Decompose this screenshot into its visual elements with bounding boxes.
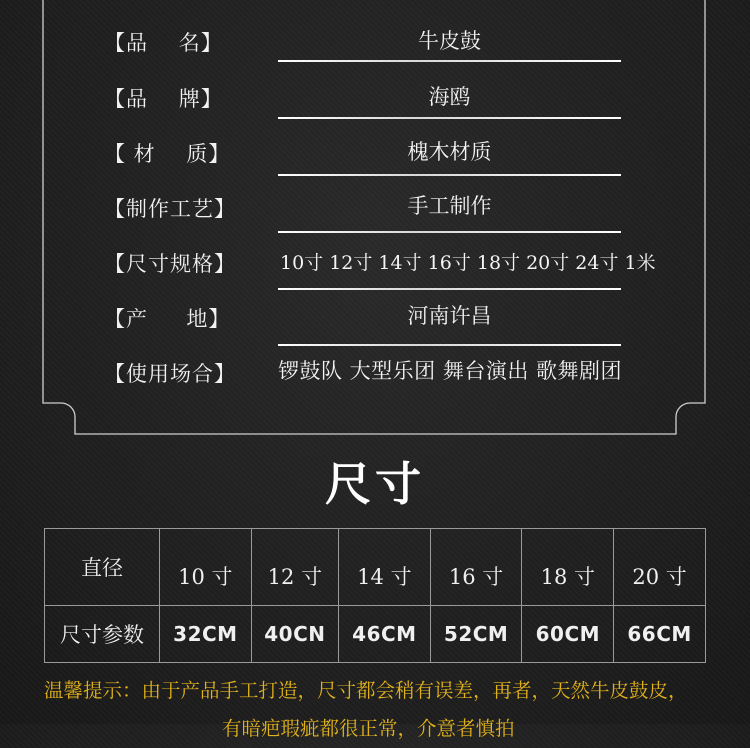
spec-value-brand: 海鸥 — [428, 85, 471, 109]
param-cell: 66CM — [614, 606, 706, 663]
spec-row-material — [0, 138, 750, 178]
param-cell: 40CN — [251, 606, 338, 663]
param-cell: 46CM — [339, 606, 431, 663]
spec-underline — [278, 117, 621, 119]
spec-label-name: 【品 名】 — [104, 31, 223, 55]
spec-value-name: 牛皮鼓 — [418, 29, 481, 53]
diameter-cell: 10 寸 — [160, 529, 252, 606]
spec-label-craft: 【制作工艺】 — [104, 197, 236, 221]
spec-row-usage — [0, 358, 750, 398]
size-table — [44, 528, 706, 663]
spec-row-size — [0, 248, 750, 288]
diameter-cell: 16 寸 — [430, 529, 522, 606]
notice-text — [44, 672, 724, 748]
param-cell: 32CM — [160, 606, 252, 663]
diameter-cell: 18 寸 — [522, 529, 614, 606]
spec-value-material: 槐木材质 — [407, 140, 492, 164]
diameter-cell: 20 寸 — [614, 529, 706, 606]
spec-label-brand: 【品 牌】 — [104, 87, 223, 111]
spec-underline — [278, 60, 621, 62]
spec-value-origin: 河南许昌 — [407, 304, 492, 328]
spec-underline — [278, 174, 621, 176]
spec-row-origin — [0, 303, 750, 343]
size-section-title: 尺寸 — [325, 457, 425, 511]
row-header-diameter: 直径 — [45, 529, 160, 606]
spec-label-origin: 【产 地】 — [104, 307, 231, 331]
spec-underline — [278, 344, 621, 346]
spec-label-size: 【尺寸规格】 — [104, 252, 236, 276]
table-row-diameter — [45, 529, 706, 606]
notice-line-1: 温馨提示：由于产品手工打造，尺寸都会稍有误差，再者，天然牛皮鼓皮， — [44, 679, 688, 702]
spec-label-usage: 【使用场合】 — [104, 362, 236, 386]
diameter-cell: 14 寸 — [339, 529, 431, 606]
param-cell: 52CM — [430, 606, 522, 663]
row-header-params: 尺寸参数 — [45, 606, 160, 663]
notice-line-2: 有暗疤瑕疵都很正常，介意者慎拍 — [222, 717, 515, 740]
param-cell: 60CM — [522, 606, 614, 663]
spec-underline — [278, 231, 621, 233]
spec-value-size: 10寸 12寸 14寸 16寸 18寸 20寸 24寸 1米 — [280, 252, 656, 274]
spec-label-material: 【 材 质】 — [104, 142, 231, 166]
diameter-cell: 12 寸 — [251, 529, 338, 606]
spec-underline — [278, 288, 621, 290]
spec-row-craft — [0, 193, 750, 233]
spec-value-usage: 锣鼓队 大型乐团 舞台演出 歌舞剧团 — [278, 359, 623, 383]
table-row-params — [45, 606, 706, 663]
spec-value-craft: 手工制作 — [407, 194, 492, 218]
